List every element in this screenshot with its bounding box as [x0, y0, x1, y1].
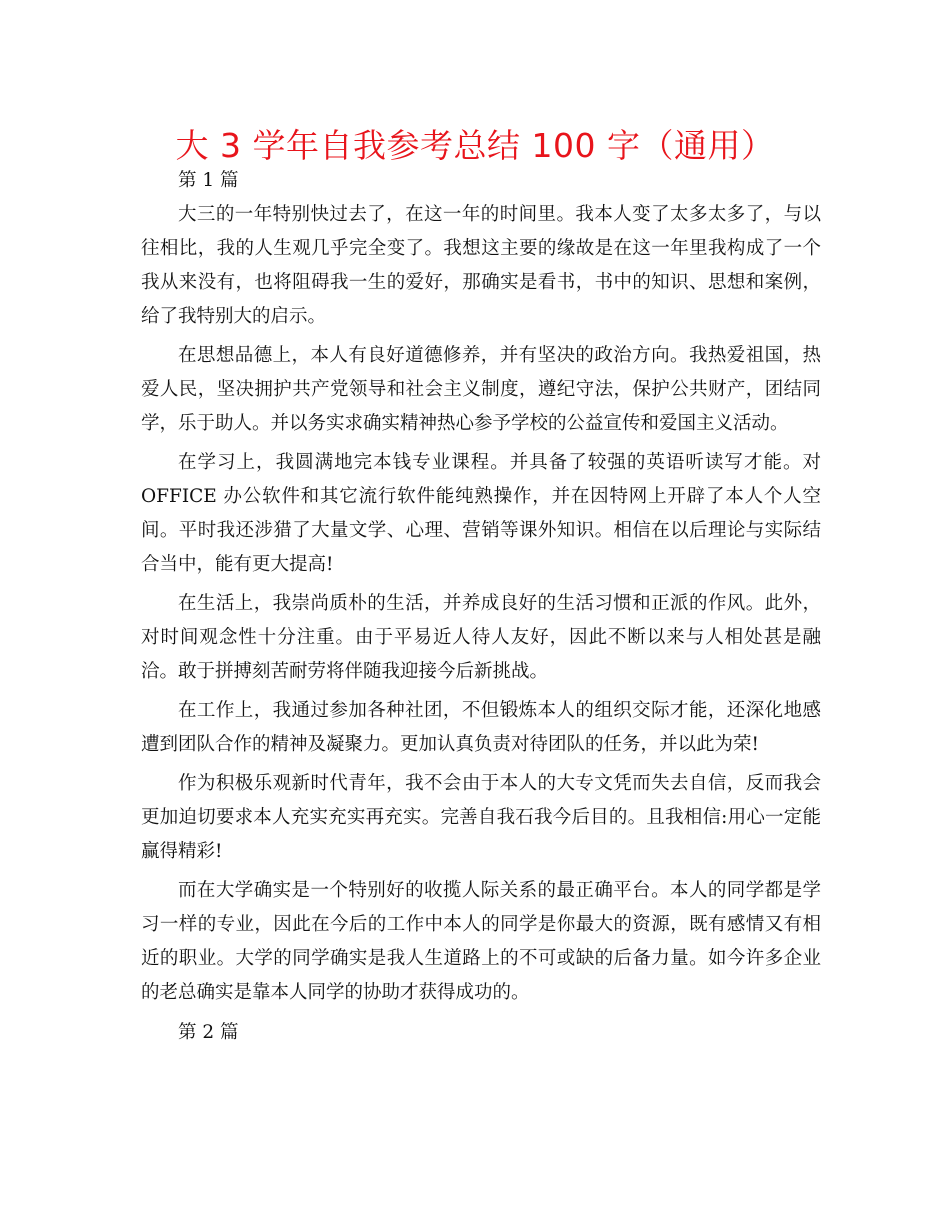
- document-body: [141, 168, 821, 1046]
- paragraph-2: 在思想品德上，本人有良好道德修养，并有坚决的政治方向。我热爱祖国，热爱人民，坚决拥护共产党领导和社会主义制度，遵纪守法，保护公共财产，团结同学，乐于助人。并以务实求确实精神热心参予学校的公益宣传和爱国主义活动。: [141, 345, 821, 434]
- paragraph-4: 在生活上，我崇尚质朴的生活，并养成良好的生活习惯和正派的作风。此外，对时间观念性十分注重。由于平易近人待人友好，因此不断以来与人相处甚是融洽。敢于拼搏刻苦耐劳将伴随我迎接今后新挑战。: [141, 593, 821, 682]
- section-heading-1: 第 1 篇: [178, 170, 239, 191]
- paragraph-6: 作为积极乐观新时代青年，我不会由于本人的大专文凭而失去自信，反而我会更加迫切要求本人充实充实再充实。完善自我石我今后目的。且我相信:用心一定能赢得精彩!: [141, 773, 821, 862]
- paragraph-1: 大三的一年特别快过去了，在这一年的时间里。我本人变了太多太多了，与以往相比，我的人生观几乎完全变了。我想这主要的缘故是在这一年里我构成了一个我从来没有，也将阻碍我一生的爱好，那确实是看书，书中的知识、思想和案例，给了我特别大的启示。: [141, 204, 821, 327]
- paragraph-5: 在工作上，我通过参加各种社团，不但锻炼本人的组织交际才能，还深化地感遭到团队合作的精神及凝聚力。更加认真负责对待团队的任务，并以此为荣!: [141, 700, 821, 755]
- paragraph-7: 而在大学确实是一个特别好的收揽人际关系的最正确平台。本人的同学都是学习一样的专业，因此在今后的工作中本人的同学是你最大的资源，既有感情又有相近的职业。大学的同学确实是我人生道路上的不可或缺的后备力量。如今许多企业的老总确实是靠本人同学的协助才获得成功的。: [141, 880, 821, 1003]
- paragraph-3: 在学习上，我圆满地完本钱专业课程。并具备了较强的英语听读写才能。对OFFICE 办公软件和其它流行软件能纯熟操作，并在因特网上开辟了本人个人空间。平时我还涉猎了大量文学、心理、营销等课外知识。相信在以后理论与实际结合当中，能有更大提高!: [141, 452, 821, 575]
- document-title: 大 3 学年自我参考总结 100 字（通用）: [175, 126, 775, 165]
- section-heading-2: 第 2 篇: [178, 1022, 239, 1043]
